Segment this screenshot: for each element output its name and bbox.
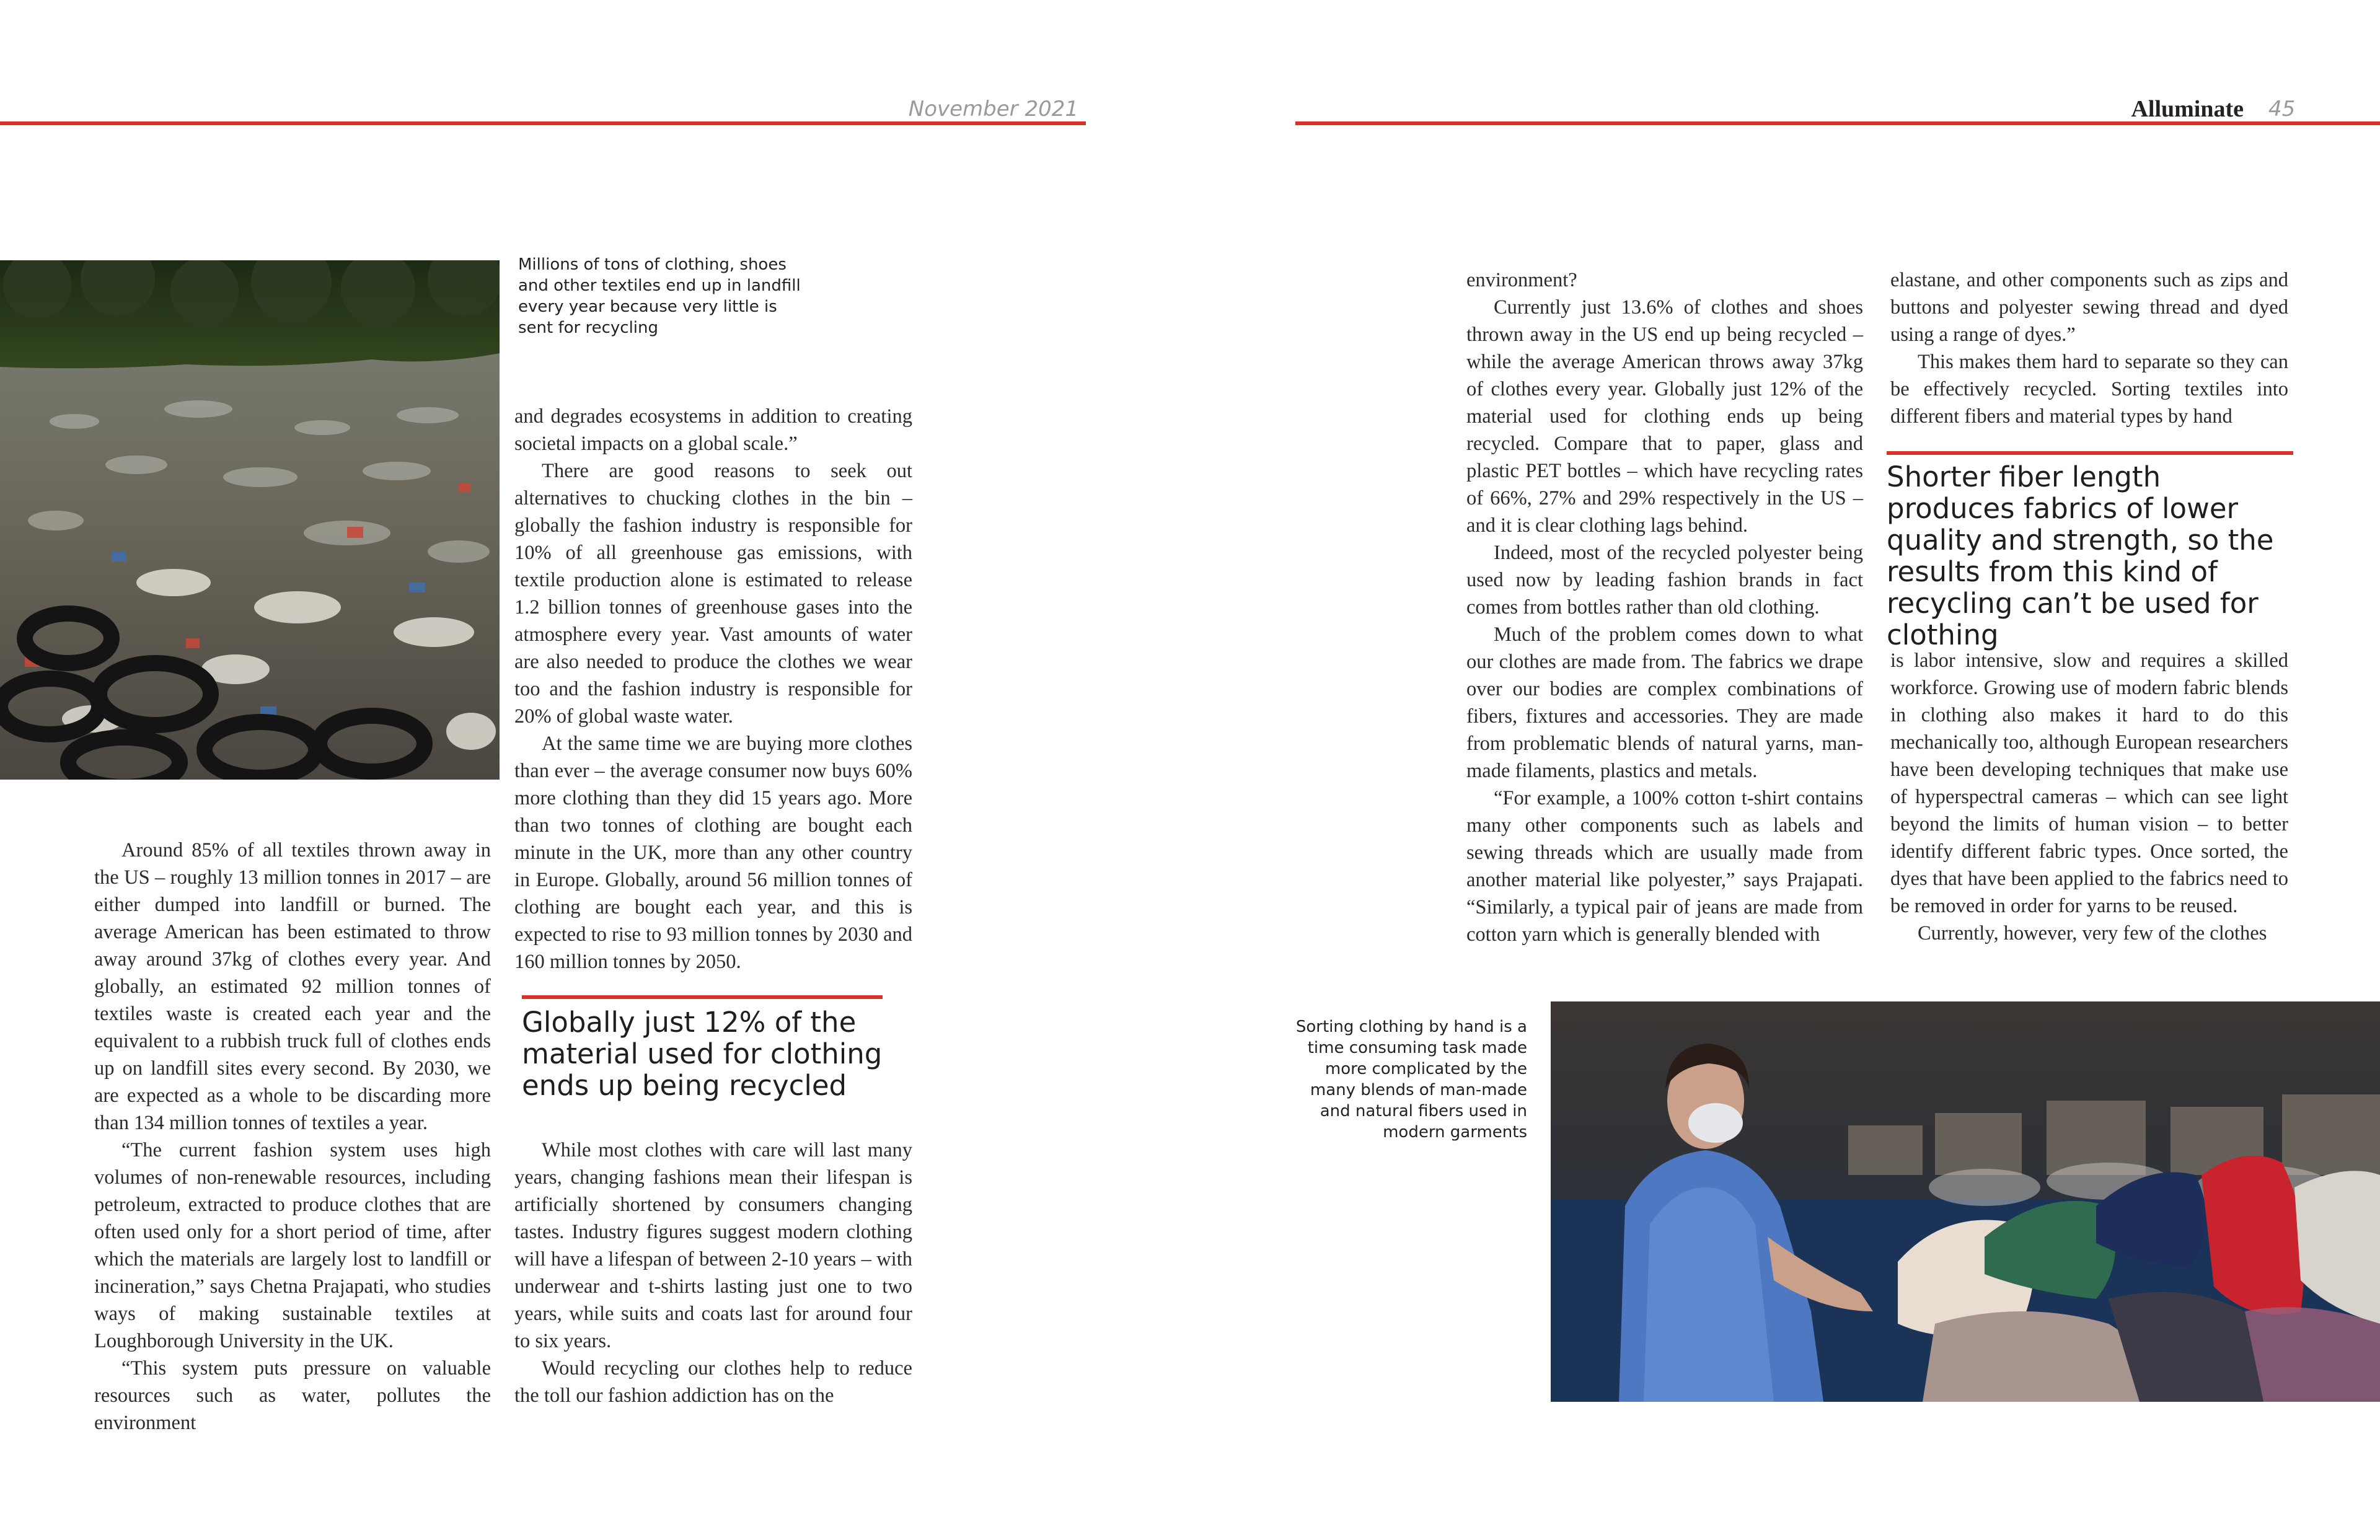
paragraph: “This system puts pressure on valuable resources such as water, pollutes the environment: [94, 1357, 491, 1434]
pull-quote-rule: [522, 995, 883, 999]
article-column-3: [1466, 266, 1863, 948]
pull-quote-rule: [1887, 451, 2293, 455]
page-number: 45: [2268, 97, 2296, 121]
article-column-2-bottom: [514, 1137, 912, 1409]
magazine-name: Alluminate: [2131, 96, 2244, 122]
paragraph: There are good reasons to seek out alternatives to chucking clothes in the bin – globally the fashion industry is responsible for 10% of all greenhouse gas emissions, with textile production alone is estimated to release 1.2 billion tonnes of greenhouse gases into the atmosphere every year. Vast amounts of water are also needed to produce the clothes we wear too and the fashion industry is responsible for 20% of global waste water.: [514, 460, 912, 728]
paragraph: While most clothes with care will last many years, changing fashions mean their lifespan is artificially shortened by consumers changing tastes. Industry figures suggest modern clothing will have a lifespan of between 2-10 years – with underwear and t-shirts lasting just one to two years, while suits and coats last for around four to six years.: [514, 1139, 912, 1352]
article-column-4-bottom: [1890, 647, 2288, 947]
pull-quote-right: Shorter fiber length produces fabrics of lower quality and strength, so the results from this kind of recycling can’t be used for clothing: [1887, 460, 2274, 651]
paragraph: “The current fashion system uses high volumes of non-renewable resources, including petroleum, extracted to produce clothes that are often used only for a short period of time, after which the materials are largely lost to landfill or incineration,” says Chetna Prajapati, who studies ways of making sustainable textiles at Loughborough University in the UK.: [94, 1139, 491, 1352]
paragraph: environment?: [1466, 269, 1577, 291]
article-column-2-top: [514, 403, 912, 975]
article-column-4-top: [1890, 266, 2288, 430]
issue-date: November 2021: [908, 97, 1078, 121]
header-rule-left: [0, 121, 1086, 125]
paragraph: Around 85% of all textiles thrown away in the US – roughly 13 million tonnes in 2017 – are either dumped into landfill or burned. The average American has been estimated to throw away around 37kg of clothes every year. And globally, an estimated 92 million tonnes of textiles waste is created each year and the equivalent to a rubbish truck full of clothes ends up on landfill sites every second. By 2030, we are expected as a whole to be discarding more than 134 million tonnes of textiles a year.: [94, 839, 491, 1134]
paragraph: is labor intensive, slow and requires a skilled workforce. Growing use of modern fabric blends in clothing also makes it hard to do this mechanically too, although European researchers have been developing techniques that make use of hyperspectral cameras – which can see light beyond the limits of human vision – to better identify different fabric types. Once sorted, the dyes that have been applied to the fabrics need to be removed in order for yarns to be reused.: [1890, 649, 2288, 917]
sorting-caption: Sorting clothing by hand is a time consuming task made more complicated by the many blends of man-made and natural fibers used in modern garments: [1295, 1018, 1527, 1142]
article-column-1: [94, 837, 491, 1437]
sorting-photo: [1551, 1001, 2380, 1402]
paragraph: “For example, a 100% cotton t-shirt contains many other components such as labels and sewing threads which are usually made from another material like polyester,” says Prajapati. “Similarly, a typical pair of jeans are made from cotton yarn which is generally blended with: [1466, 787, 1863, 946]
paragraph: elastane, and other components such as zips and buttons and polyester sewing thread and dyed using a range of dyes.”: [1890, 269, 2288, 346]
paragraph: Currently, however, very few of the clothes: [1918, 922, 2267, 944]
paragraph: Would recycling our clothes help to reduce the toll our fashion addiction has on the: [514, 1357, 912, 1407]
landfill-photo: [0, 260, 500, 780]
paragraph: Much of the problem comes down to what our clothes are made from. The fabrics we drape over our bodies are complex combinations of fibers, fixtures and accessories. They are made from problematic blends of natural yarns, man-made filaments, plastics and metals.: [1466, 623, 1863, 782]
pull-quote-left: Globally just 12% of the material used for clothing ends up being recycled: [522, 1006, 883, 1102]
paragraph: At the same time we are buying more clothes than ever – the average consumer now buys 60% more clothing than they did 15 years ago. More than two tonnes of clothing are bought each minute in the UK, more than any other country in Europe. Globally, around 56 million tonnes of clothing are bought each year, and this is expected to rise to 93 million tonnes by 2030 and 160 million tonnes by 2050.: [514, 733, 912, 973]
paragraph: Currently just 13.6% of clothes and shoes thrown away in the US end up being recycled – while the average American throws away 37kg of clothes every year. Globally just 12% of the material used for clothing ends up being recycled. Compare that to paper, glass and plastic PET bottles – which have recycling rates of 66%, 27% and 29% respectively in the US – and it is clear clothing lags behind.: [1466, 296, 1863, 537]
landfill-caption: Millions of tons of clothing, shoes and other textiles end up in landfill every year because very little is sent for recycling: [518, 255, 801, 337]
paragraph: and degrades ecosystems in addition to creating societal impacts on a global scale.”: [514, 405, 912, 455]
paragraph: Indeed, most of the recycled polyester being used now by leading fashion brands in fact comes from bottles rather than old clothing.: [1466, 542, 1863, 618]
paragraph: This makes them hard to separate so they can be effectively recycled. Sorting textiles into different fibers and material types by hand: [1890, 351, 2288, 428]
